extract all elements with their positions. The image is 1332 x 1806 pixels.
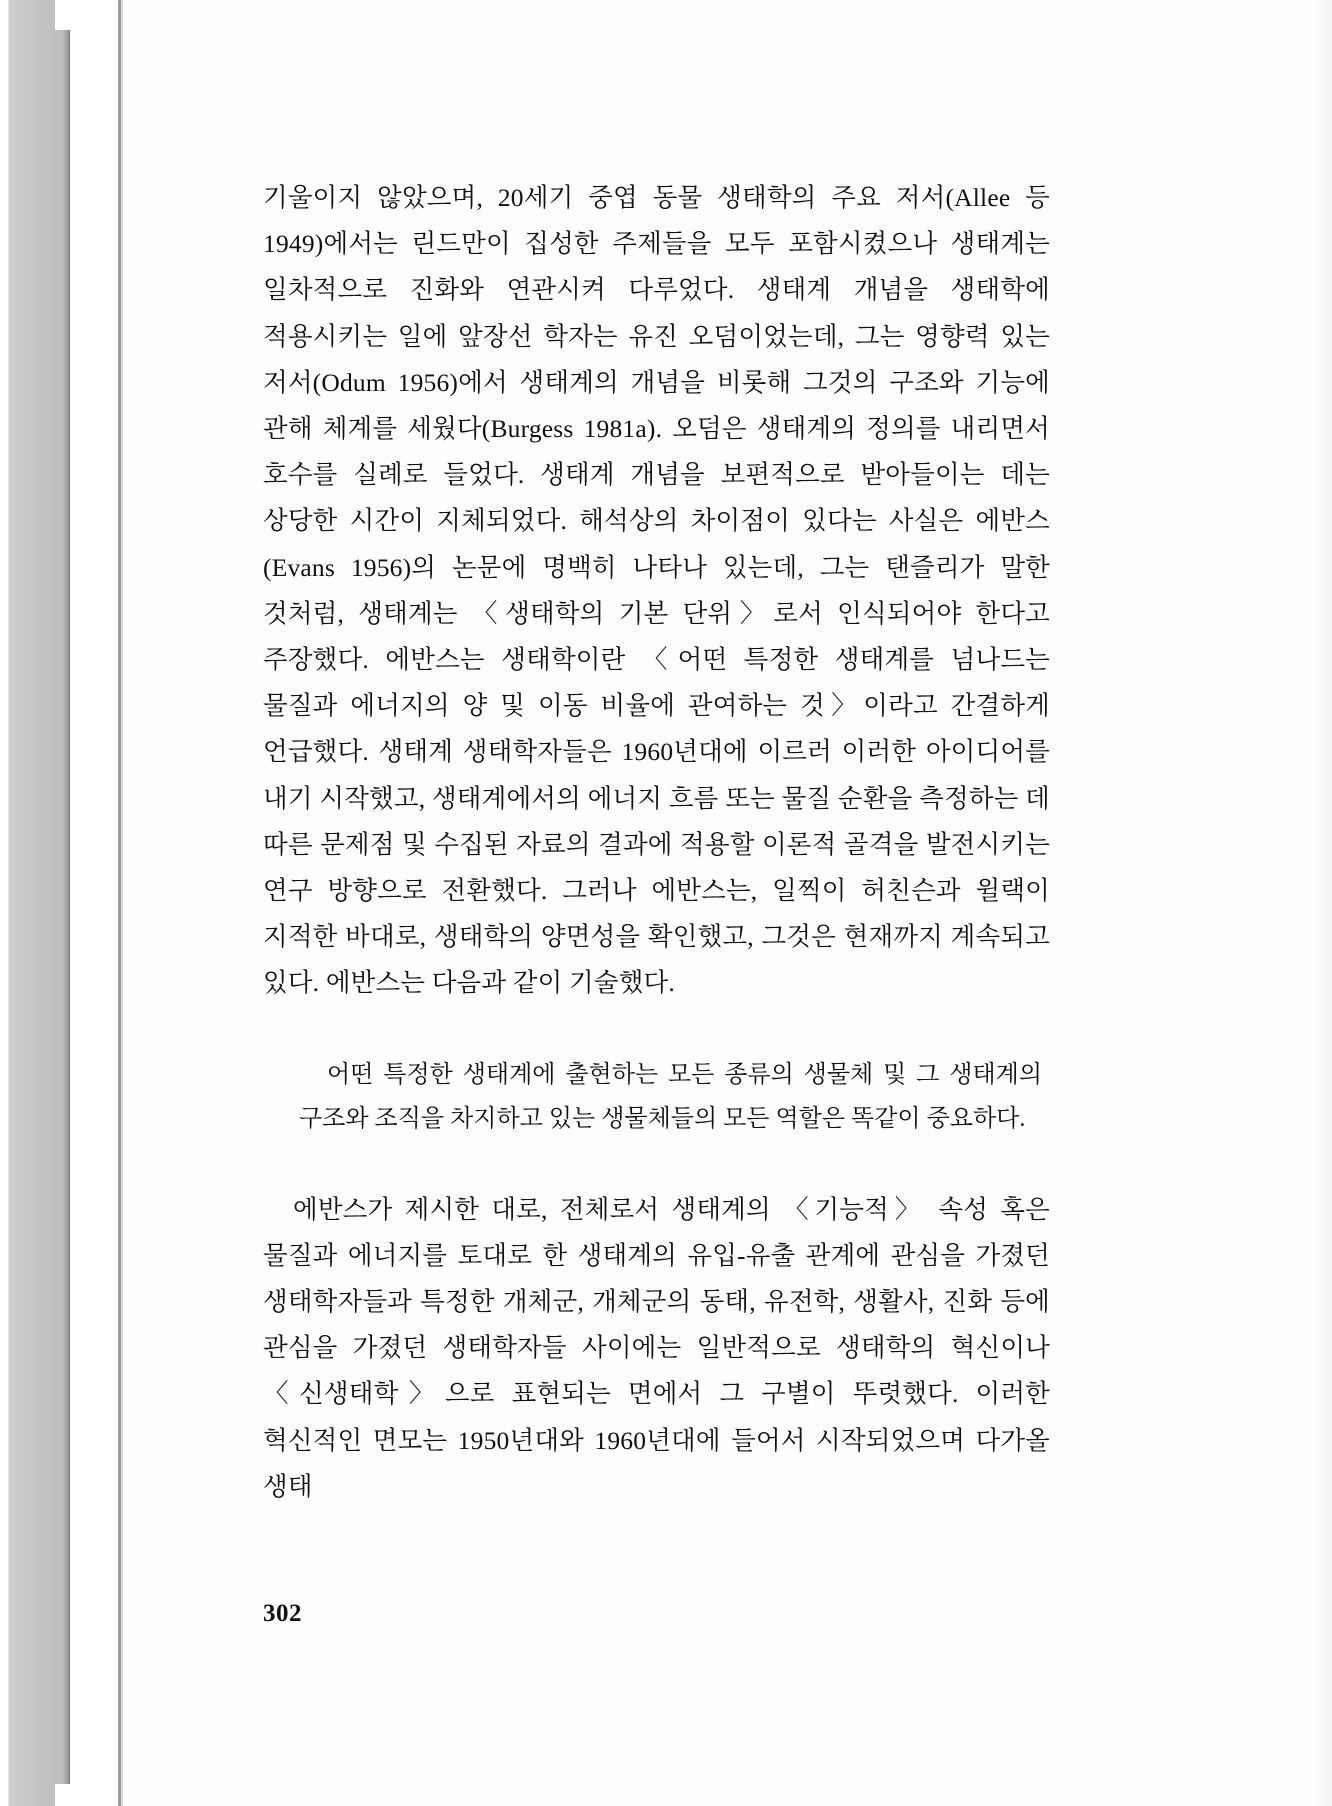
page-number: 302 xyxy=(263,1600,302,1627)
book-gutter-shadow xyxy=(0,0,70,1806)
blockquote-text: 어떤 특정한 생태계에 출현하는 모든 종류의 생물체 및 그 생태계의 구조와 조직을 차지하고 있는 생물체들의 모든 역할은 똑같이 중요하다. xyxy=(299,1061,1042,1132)
text-column xyxy=(263,175,1050,1510)
paragraph-2: 에반스가 제시한 대로, 전체로서 생태계의 〈기능적〉 속성 혹은 물질과 에너지를 토대로 한 생태계의 유입-유출 관계에 관심을 가졌던 생태학자들과 특정한 개체군, 개체군의 동태, 유전학, 생활사, 진화 등에 관심을 가졌던 생태학자들 사이에는 일반적으로 생태학의 혁신이나 〈신생태학〉으로 표현되는 면에서 그 구별이 뚜렷했다. 이러한 혁신적인 면모는 1950년대와 1960년대에 들어서 시작되었으며 다가올 생태 xyxy=(263,1194,1050,1501)
paragraph-1: 기울이지 않았으며, 20세기 중엽 동물 생태학의 주요 저서(Allee 등 1949)에서는 린드만이 집성한 주제들을 모두 포함시켰으나 생태계는 일차적으로 진화와 연관시켜 다루었다. 생태계 개념을 생태학에 적용시키는 일에 앞장선 학자는 유진 오덤이었는데, 그는 영향력 있는 저서(Odum 1956)에서 생태계의 개념을 비롯해 그것의 구조와 기능에 관해 체계를 세웠다(Burgess 1981a). 오덤은 생태계의 정의를 내리면서 호수를 실례로 들었다. 생태계 개념을 보편적으로 받아들이는 데는 상당한 시간이 지체되었다. 해석상의 차이점이 있다는 사실은 에반스(Evans 1956)의 논문에 명백히 나타나 있는데, 그는 탠즐리가 말한 것처럼, 생태계는 〈생태학의 기본 단위〉로서 인식되어야 한다고 주장했다. 에반스는 생태학이란 〈어떤 특정한 생태계를 넘나드는 물질과 에너지의 양 및 이동 비율에 관여하는 것〉이라고 간결하게 언급했다. 생태계 생태학자들은 1960년대에 이르러 이러한 아이디어를 내기 시작했고, 생태계에서의 에너지 흐름 또는 물질 순환을 측정하는 데 따른 문제점 및 수집된 자료의 결과에 적용할 이론적 골격을 발전시키는 연구 방향으로 전환했다. 그러나 에반스는, 일찍이 허친슨과 윌랙이 지적한 바대로, 생태학의 양면성을 확인했고, 그것은 현재까지 계속되고 있다. 에반스는 다음과 같이 기술했다. xyxy=(263,183,1050,998)
page-surface xyxy=(123,0,1332,1806)
blockquote xyxy=(263,1053,1050,1141)
page-right-vignette xyxy=(1314,0,1332,1806)
